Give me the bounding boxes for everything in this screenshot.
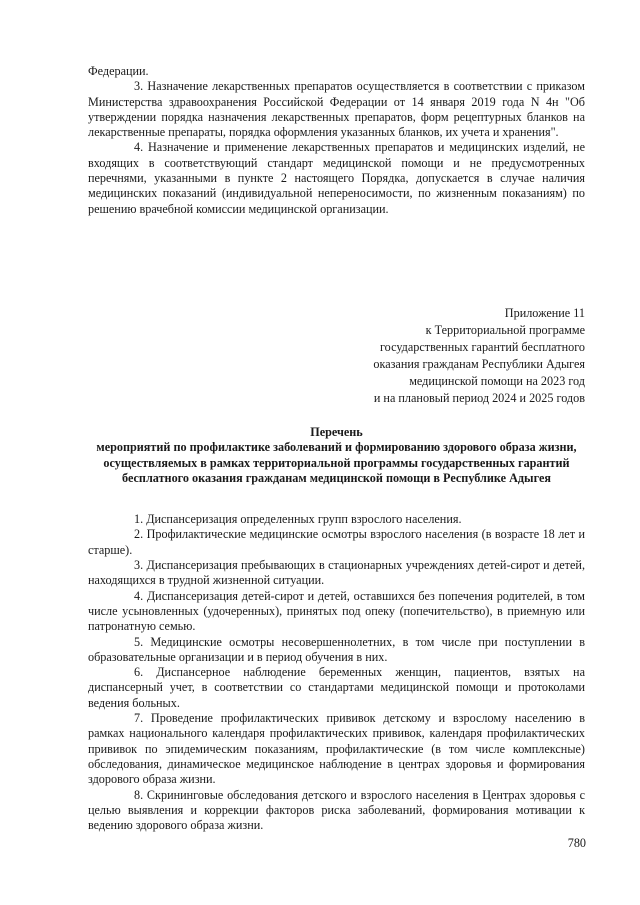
document-title: [88, 425, 585, 486]
page-number: 780: [567, 836, 586, 850]
list-item: 7. Проведение профилактических прививок детскому и взрослому населению в рамках национального календаря профилактических прививок, календаря профилактических прививок по эпидемическим показаниям, профилактические (в том числе комплексные) обследования, динамическое медицинское наблюдение в центрах здоровья и формирования здорового образа жизни.: [88, 711, 585, 787]
paragraph-3: 3. Назначение лекарственных препаратов осуществляется в соответствии с приказом Министерства здравоохранения Российской Федерации от 14 января 2019 года N 4н "Об утверждении порядка назначения лекарственных препаратов, форм рецептурных бланков на лекарственные препараты, порядка оформления указанных бланков, их учета и хранения".: [88, 79, 585, 140]
paragraph-4: 4. Назначение и применение лекарственных препаратов и медицинских изделий, не входящих в соответствующий стандарт медицинской помощи и не предусмотренных перечнями, указанными в пункте 2 настоящего Порядка, допускается в случае наличия медицинских показаний (индивидуальной непереносимости, по жизненным показаниям) по решению врачебной комиссии медицинской организации.: [88, 140, 585, 216]
page-content: [88, 64, 585, 833]
appendix-line: к Территориальной программе: [425, 322, 585, 337]
list-item: 1. Диспансеризация определенных групп взрослого населения.: [134, 512, 462, 527]
list-item: 3. Диспансеризация пребывающих в стационарных учреждениях детей-сирот и детей, находящихся в трудной жизненной ситуации.: [88, 558, 585, 588]
appendix-line: государственных гарантий бесплатного: [379, 339, 585, 354]
list-item: 2. Профилактические медицинские осмотры взрослого населения (в возрасте 18 лет и старше).: [88, 527, 585, 557]
appendix-header: [88, 305, 585, 407]
appendix-line: медицинской помощи на 2023 год: [409, 373, 585, 388]
appendix-line: оказания гражданам Республики Адыгея: [373, 356, 585, 371]
intro-continuation: Федерации.: [88, 64, 149, 78]
measures-list: [88, 512, 585, 833]
appendix-line: Приложение 11: [504, 305, 585, 320]
list-item: 4. Диспансеризация детей-сирот и детей, оставшихся без попечения родителей, в том числе усыновленных (удочеренных), принятых под опеку (попечительство), в приемную или патронатную семью.: [88, 588, 585, 634]
title-subtitle: мероприятий по профилактике заболеваний и формированию здорового образа жизни, осуществляемых в рамках территориальной программы государственных гарантий бесплатного оказания гражданам медицинской помощи в Республике Адыгея: [96, 440, 577, 485]
title-heading: Перечень: [310, 424, 363, 439]
blank-space: [88, 217, 585, 305]
list-item: 5. Медицинские осмотры несовершеннолетних, в том числе при поступлении в образовательные организации и в период обучения в них.: [88, 634, 585, 664]
appendix-line: и на плановый период 2024 и 2025 годов: [373, 390, 585, 405]
list-item: 6. Диспансерное наблюдение беременных женщин, пациентов, взятых на диспансерный учет, в соответствии со стандартами медицинской помощи и протоколами ведения больных.: [88, 665, 585, 710]
list-item: 8. Скрининговые обследования детского и взрослого населения в Центрах здоровья с целью выявления и коррекции факторов риска заболеваний, формирования мотивации к ведению здорового образа жизни.: [88, 787, 585, 833]
